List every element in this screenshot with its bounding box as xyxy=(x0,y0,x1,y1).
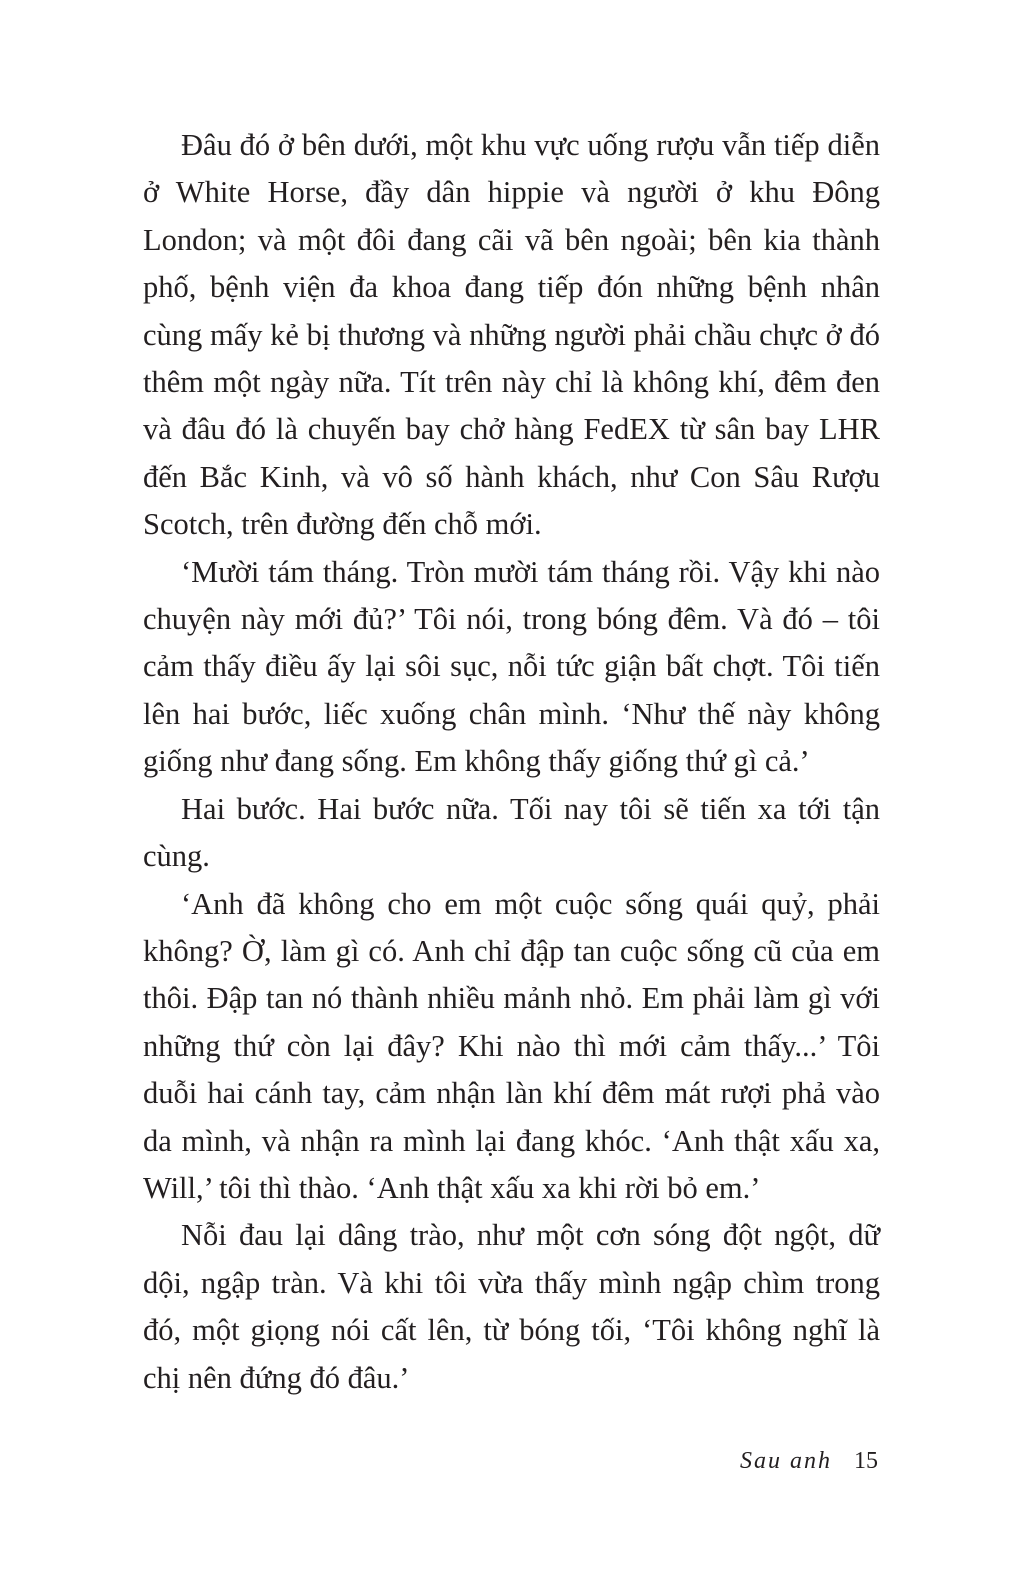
page-number: 15 xyxy=(854,1448,878,1474)
paragraph: ‘Anh đã không cho em một cuộc sống quái quỷ, phải không? Ờ, làm gì có. Anh chỉ đập tan cuộc sống cũ của em thôi. Đập tan nó thành nhiều mảnh nhỏ. Em phải làm gì với những thứ còn lại đây? Khi nào thì mới cảm thấy...’ Tôi duỗi hai cánh tay, cảm nhận làn khí đêm mát rượi phả vào da mình, và nhận ra mình lại đang khóc. ‘Anh thật xấu xa, Will,’ tôi thì thào. ‘Anh thật xấu xa khi rời bỏ em.’ xyxy=(143,886,880,1205)
paragraph: Đâu đó ở bên dưới, một khu vực uống rượu vẫn tiếp diễn ở White Horse, đầy dân hippie và người ở khu Đông London; và một đôi đang cãi vã bên ngoài; bên kia thành phố, bệnh viện đa khoa đang tiếp đón những bệnh nhân cùng mấy kẻ bị thương và những người phải chầu chực ở đó thêm một ngày nữa. Tít trên này chỉ là không khí, đêm đen và đâu đó là chuyến bay chở hàng FedEX từ sân bay LHR đến Bắc Kinh, và vô số hành khách, như Con Sâu Rượu Scotch, trên đường đến chỗ mới. xyxy=(143,128,880,542)
page-footer xyxy=(740,1446,878,1476)
body-text xyxy=(143,122,880,1402)
paragraph: Hai bước. Hai bước nữa. Tối nay tôi sẽ tiến xa tới tận cùng. xyxy=(143,791,880,874)
running-title: Sau anh xyxy=(740,1448,832,1474)
paragraph: ‘Mười tám tháng. Tròn mười tám tháng rồi. Vậy khi nào chuyện này mới đủ?’ Tôi nói, trong bóng đêm. Và đó – tôi cảm thấy điều ấy lại sôi sục, nỗi tức giận bất chợt. Tôi tiến lên hai bước, liếc xuống chân mình. ‘Như thế này không giống như đang sống. Em không thấy giống thứ gì cả.’ xyxy=(143,554,880,779)
paragraph: Nỗi đau lại dâng trào, như một cơn sóng đột ngột, dữ dội, ngập tràn. Và khi tôi vừa thấy mình ngập chìm trong đó, một giọng nói cất lên, từ bóng tối, ‘Tôi không nghĩ là chị nên đứng đó đâu.’ xyxy=(143,1218,880,1395)
